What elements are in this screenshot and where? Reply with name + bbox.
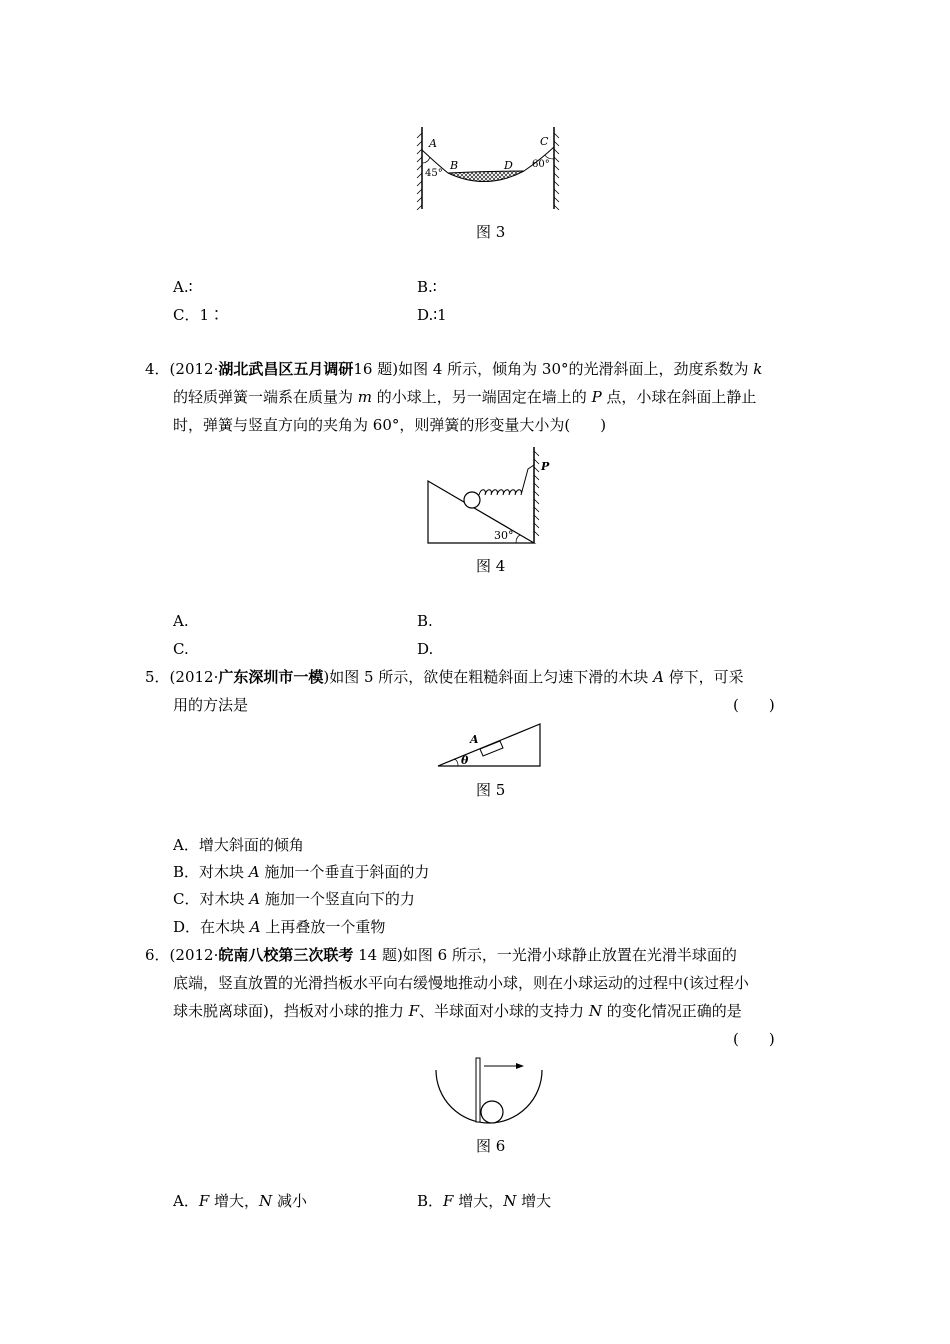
q5-option-c-suffix: 施加一个竖直向下的力 — [260, 890, 415, 908]
q5-option-d-suffix: 上再叠放一个重物 — [260, 918, 386, 936]
fig4-angle: 30° — [494, 529, 514, 542]
q3-option-b[interactable]: B.∶ — [417, 278, 437, 296]
fig3-label-c: C — [540, 135, 549, 148]
q6-option-b[interactable] — [417, 1191, 551, 1211]
q5-option-c-var: A — [249, 890, 261, 908]
q4-var-m: m — [357, 388, 373, 406]
fig3-angle-right: 60° — [532, 159, 550, 170]
q6-var-n: N — [588, 1002, 602, 1020]
q6-text-1: 14 题)如图 6 所示，一光滑小球静止放置在光滑半球面的 — [353, 946, 737, 964]
fig4-label-p: P — [541, 460, 550, 473]
fig3-caption: 图 3 — [476, 223, 506, 241]
fig3-label-b: B — [450, 159, 459, 172]
q6-line-2: 底端，竖直放置的光滑挡板水平向右缓慢地推动小球，则在小球运动的过程中(该过程小 — [173, 974, 749, 992]
q6-option-b-pre: B． — [417, 1192, 444, 1210]
fig3-angle-left: 45° — [425, 168, 443, 179]
q4-source-open: (2012· — [169, 360, 219, 378]
q5-var-a: A — [653, 668, 664, 686]
fig5-label-a: A — [470, 733, 479, 746]
q5-option-c[interactable] — [173, 889, 415, 909]
q6-option-b-f: F — [443, 1192, 454, 1210]
q5-number: 5． — [145, 668, 170, 686]
figure-3 — [412, 125, 564, 213]
q6-option-b-n: N — [503, 1192, 517, 1210]
q3-option-d[interactable]: D.∶1 — [417, 306, 447, 324]
q4-var-k: k — [753, 360, 763, 378]
q5-option-d-prefix: D．在木块 — [173, 918, 250, 936]
q6-var-f: F — [408, 1002, 420, 1020]
q5-line-1 — [145, 667, 744, 687]
q5-text-1-end: 停下，可采 — [663, 668, 744, 686]
figure-4 — [424, 445, 550, 549]
q4-number: 4． — [145, 360, 170, 378]
q5-option-b-prefix: B．对木块 — [173, 863, 249, 881]
q4-line-2 — [173, 387, 756, 407]
q6-option-a-pre: A． — [173, 1192, 199, 1210]
q4-text-1: 16 题)如图 4 所示，倾角为 30°的光滑斜面上，劲度系数为 — [353, 360, 754, 378]
block-a — [480, 741, 503, 756]
q6-option-a-end: 减小 — [272, 1192, 307, 1210]
q4-option-c[interactable]: C. — [173, 640, 189, 658]
q5-source: 广东深圳市一模 — [218, 668, 324, 686]
q6-option-b-end: 增大 — [516, 1192, 552, 1210]
q4-text-2b: 的小球上，另一端固定在墙上的 — [372, 388, 592, 406]
q4-text-2c: 点，小球在斜面上静止 — [601, 388, 757, 406]
q6-option-a-mid: 增大， — [209, 1192, 260, 1210]
q6-text-3a: 球未脱离球面)，挡板对小球的推力 — [173, 1002, 409, 1020]
q5-option-a-text: A．增大斜面的倾角 — [173, 836, 304, 854]
fig3-label-a: A — [429, 137, 437, 150]
q5-answer-paren: ( ) — [733, 696, 775, 714]
q4-option-a[interactable]: A. — [173, 612, 189, 630]
q6-answer-paren: ( ) — [733, 1030, 775, 1048]
q3-option-a[interactable]: A.∶ — [173, 278, 193, 296]
q5-option-b-var: A — [248, 863, 260, 881]
q6-option-b-mid: 增大， — [453, 1192, 504, 1210]
q5-option-a[interactable] — [173, 835, 304, 855]
q5-option-b-suffix: 施加一个垂直于斜面的力 — [259, 863, 430, 881]
q6-option-a[interactable] — [173, 1191, 307, 1211]
fig4-caption: 图 4 — [476, 557, 506, 575]
q4-option-b[interactable]: B. — [417, 612, 433, 630]
fig3-label-d: D — [504, 159, 513, 172]
q6-option-a-n: N — [259, 1192, 273, 1210]
q4-source: 湖北武昌区五月调研 — [218, 360, 354, 378]
ball — [464, 492, 480, 508]
arrow-right-icon — [516, 1063, 524, 1069]
q6-source-open: (2012· — [169, 946, 219, 964]
spring — [479, 465, 534, 495]
net-hammock — [448, 171, 524, 182]
figure-5 — [436, 720, 544, 770]
q6-number: 6． — [145, 946, 170, 964]
q4-option-d[interactable]: D. — [417, 640, 434, 658]
q5-option-b[interactable] — [173, 862, 429, 882]
q6-source: 皖南八校第三次联考 — [218, 946, 354, 964]
q4-var-p: P — [591, 388, 602, 406]
fig5-label-theta: θ — [461, 754, 469, 767]
q6-option-a-f: F — [198, 1192, 210, 1210]
q6-line-3 — [173, 1001, 742, 1021]
q3-option-c[interactable]: C．1∶ — [173, 306, 225, 324]
q4-line-1 — [145, 359, 762, 379]
q4-line-3: 时，弹簧与竖直方向的夹角为 60°，则弹簧的形变量大小为( ) — [173, 416, 607, 434]
q5-option-d[interactable] — [173, 917, 385, 937]
q5-option-d-var: A — [249, 918, 261, 936]
q5-line-2: 用的方法是 — [173, 696, 249, 714]
ball — [481, 1101, 503, 1123]
q4-text-2a: 的轻质弹簧一端系在质量为 — [173, 388, 358, 406]
q5-source-open: (2012· — [169, 668, 219, 686]
q5-option-c-prefix: C．对木块 — [173, 890, 250, 908]
q6-text-3b: 、半球面对小球的支持力 — [419, 1002, 589, 1020]
q5-text-1: )如图 5 所示，欲使在粗糙斜面上匀速下滑的木块 — [323, 668, 654, 686]
fig5-caption: 图 5 — [476, 781, 506, 799]
q6-line-1 — [145, 945, 737, 965]
fig6-caption: 图 6 — [476, 1137, 506, 1155]
baffle-board — [476, 1058, 480, 1122]
q6-text-3c: 的变化情况正确的是 — [601, 1002, 742, 1020]
figure-6 — [432, 1056, 546, 1128]
